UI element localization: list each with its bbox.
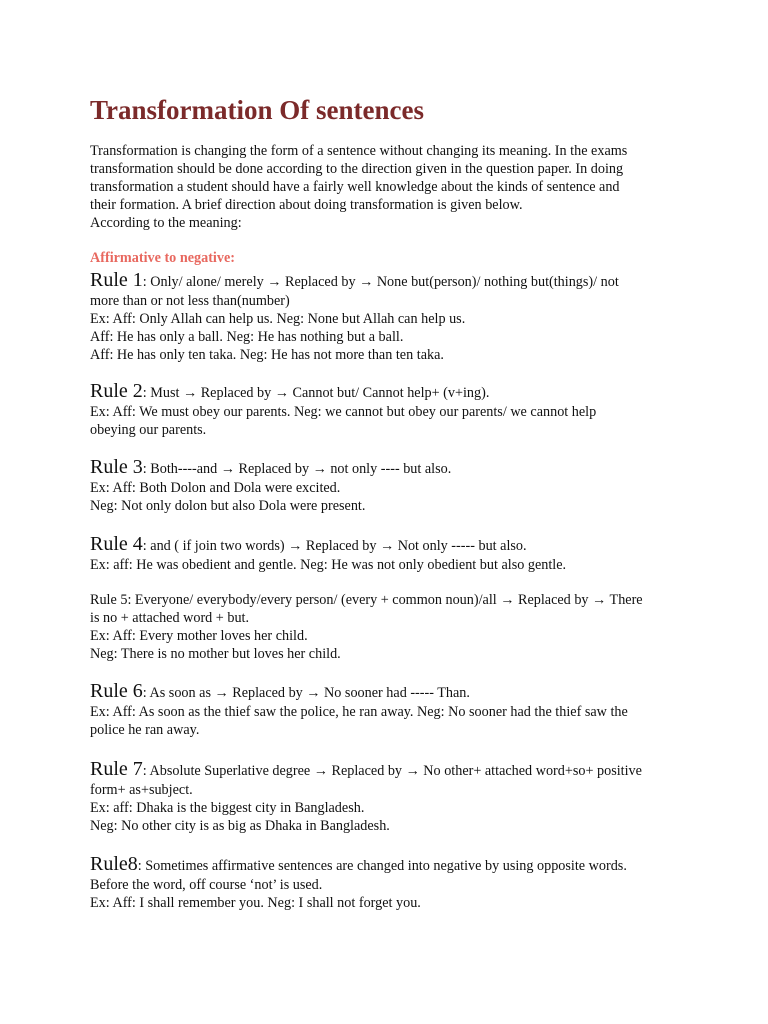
- rule-3: [90, 457, 690, 515]
- rule-head: [90, 534, 690, 556]
- rule-head-text: : As soon as → Replaced by → No sooner had ----- Than.: [142, 685, 470, 701]
- intro-paragraph: [90, 142, 690, 232]
- rule-head-text: : and ( if join two words) → Replaced by → Not only ----- but also.: [142, 538, 527, 554]
- rule-line: Ex: Aff: Every mother loves her child.: [90, 628, 308, 644]
- rule-line: more than or not less than(number): [90, 293, 290, 309]
- rule-head-text: : Both----and → Replaced by → not only ---- but also.: [142, 461, 452, 477]
- rule-head: [90, 457, 690, 479]
- rule-line: Before the word, off course ‘not’ is used.: [90, 877, 323, 893]
- rule-2: [90, 381, 690, 439]
- rule-line: police he ran away.: [90, 722, 200, 738]
- intro-line: Transformation is changing the form of a sentence without changing its meaning. In the exams: [90, 143, 628, 159]
- intro-line: transformation a student should have a fairly well knowledge about the kinds of sentence and: [90, 179, 620, 195]
- rule-1: [90, 270, 690, 364]
- rule-label: Rule 5: [90, 592, 128, 608]
- rule-line: Aff: He has only ten taka. Neg: He has not more than ten taka.: [90, 347, 444, 363]
- rule-6: [90, 681, 690, 739]
- rule-line: Neg: No other city is as big as Dhaka in Bangladesh.: [90, 818, 390, 834]
- intro-line: their formation. A brief direction about doing transformation is given below.: [90, 197, 523, 213]
- rule-label: Rule 2: [90, 380, 143, 402]
- rule-5: [90, 591, 690, 663]
- rule-label: Rule 4: [90, 533, 143, 555]
- rule-head: [90, 270, 690, 292]
- rule-label: Rule8: [90, 853, 138, 875]
- rule-line: obeying our parents.: [90, 422, 207, 438]
- rule-line: Ex: Aff: Both Dolon and Dola were excited.: [90, 480, 341, 496]
- rule-head: [90, 854, 690, 876]
- page-title: Transformation Of sentences: [90, 95, 424, 125]
- rule-head: [90, 591, 690, 609]
- rule-line: Ex: Aff: I shall remember you. Neg: I shall not forget you.: [90, 895, 421, 911]
- intro-line: transformation should be done according to the direction given in the question paper. In doing: [90, 161, 624, 177]
- rule-label: Rule 7: [90, 758, 143, 780]
- section-heading: Affirmative to negative:: [90, 250, 235, 266]
- rule-line: Ex: Aff: Only Allah can help us. Neg: None but Allah can help us.: [90, 311, 466, 327]
- rule-line: is no + attached word + but.: [90, 610, 250, 626]
- rule-line: Ex: aff: Dhaka is the biggest city in Bangladesh.: [90, 800, 365, 816]
- rule-line: Ex: Aff: As soon as the thief saw the police, he ran away. Neg: No sooner had the thief saw the: [90, 704, 628, 720]
- rule-line: Neg: There is no mother but loves her child.: [90, 646, 341, 662]
- rule-line: Ex: Aff: We must obey our parents. Neg: we cannot but obey our parents/ we cannot help: [90, 404, 597, 420]
- rule-label: Rule 6: [90, 680, 143, 702]
- rule-head-text: : Must → Replaced by → Cannot but/ Cannot help+ (v+ing).: [142, 385, 490, 401]
- rule-head: [90, 759, 690, 781]
- rule-head-text: : Sometimes affirmative sentences are changed into negative by using opposite words.: [137, 858, 627, 874]
- rule-head: [90, 381, 690, 403]
- rule-7: [90, 759, 690, 835]
- rule-label: Rule 3: [90, 456, 143, 478]
- rule-label: Rule 1: [90, 269, 143, 291]
- rule-line: Aff: He has only a ball. Neg: He has nothing but a ball.: [90, 329, 404, 345]
- rule-line: Neg: Not only dolon but also Dola were present.: [90, 498, 366, 514]
- rule-head-text: : Everyone/ everybody/every person/ (every + common noun)/all → Replaced by → There: [127, 592, 643, 608]
- rule-line: form+ as+subject.: [90, 782, 193, 798]
- rule-8: [90, 854, 690, 912]
- rule-4: [90, 534, 690, 574]
- rule-line: Ex: aff: He was obedient and gentle. Neg: He was not only obedient but also gentle.: [90, 557, 567, 573]
- intro-line: According to the meaning:: [90, 215, 242, 231]
- rule-head-text: : Absolute Superlative degree → Replaced by → No other+ attached word+so+ positive: [142, 763, 642, 779]
- rule-head: [90, 681, 690, 703]
- rule-head-text: : Only/ alone/ merely → Replaced by → None but(person)/ nothing but(things)/ not: [142, 274, 619, 290]
